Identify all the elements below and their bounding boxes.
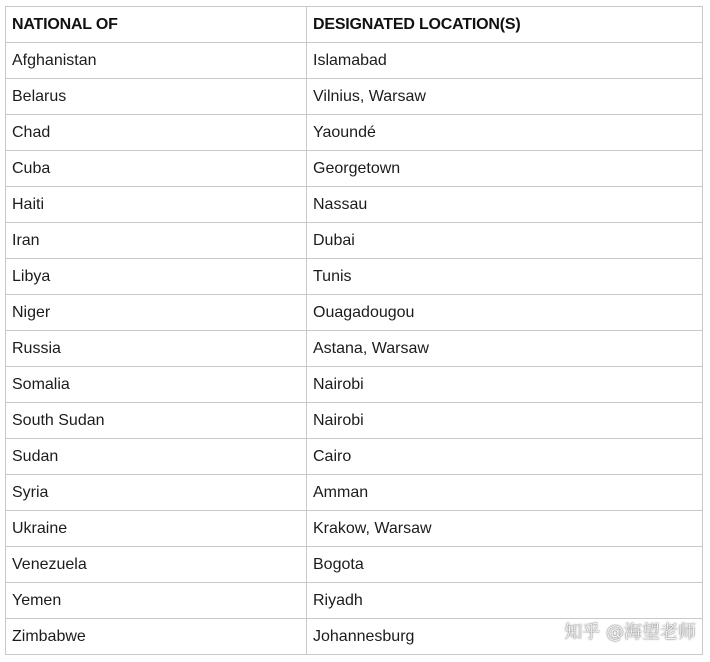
cell-designated-location: Riyadh [307,583,703,619]
cell-nationality: Chad [6,115,307,151]
table-row [6,187,703,223]
cell-designated-location: Nairobi [307,403,703,439]
cell-designated-location: Vilnius, Warsaw [307,79,703,115]
cell-nationality: Belarus [6,79,307,115]
cell-designated-location: Nassau [307,187,703,223]
column-header-designated-locations: DESIGNATED LOCATION(S) [307,7,703,43]
cell-designated-location: Johannesburg [307,619,703,655]
table-row [6,115,703,151]
table-row [6,403,703,439]
designated-locations-table-container [5,6,702,655]
table-body [6,43,703,655]
table-row [6,475,703,511]
cell-nationality: Haiti [6,187,307,223]
cell-nationality: Cuba [6,151,307,187]
cell-designated-location: Amman [307,475,703,511]
cell-designated-location: Yaoundé [307,115,703,151]
zhihu-watermark: 知乎 @海望老师 [564,622,696,643]
table-row [6,223,703,259]
cell-designated-location: Islamabad [307,43,703,79]
cell-designated-location: Cairo [307,439,703,475]
cell-designated-location: Georgetown [307,151,703,187]
cell-designated-location: Astana, Warsaw [307,331,703,367]
cell-nationality: Syria [6,475,307,511]
cell-nationality: Venezuela [6,547,307,583]
cell-designated-location: Krakow, Warsaw [307,511,703,547]
table-row [6,259,703,295]
table-row [6,43,703,79]
cell-nationality: Afghanistan [6,43,307,79]
cell-nationality: Sudan [6,439,307,475]
cell-nationality: Iran [6,223,307,259]
table-row [6,151,703,187]
table-row [6,511,703,547]
table-row [6,583,703,619]
table-row [6,331,703,367]
column-header-national-of: NATIONAL OF [6,7,307,43]
cell-designated-location: Tunis [307,259,703,295]
cell-nationality: South Sudan [6,403,307,439]
cell-nationality: Russia [6,331,307,367]
cell-nationality: Yemen [6,583,307,619]
table-row [6,295,703,331]
cell-designated-location: Dubai [307,223,703,259]
table-row [6,547,703,583]
designated-locations-table [5,6,703,655]
cell-designated-location: Bogota [307,547,703,583]
cell-designated-location: Ouagadougou [307,295,703,331]
cell-nationality: Libya [6,259,307,295]
cell-nationality: Niger [6,295,307,331]
cell-designated-location: Nairobi [307,367,703,403]
cell-nationality: Zimbabwe [6,619,307,655]
table-row [6,367,703,403]
cell-nationality: Somalia [6,367,307,403]
table-row [6,439,703,475]
table-row [6,79,703,115]
table-header-row [6,7,703,43]
cell-nationality: Ukraine [6,511,307,547]
